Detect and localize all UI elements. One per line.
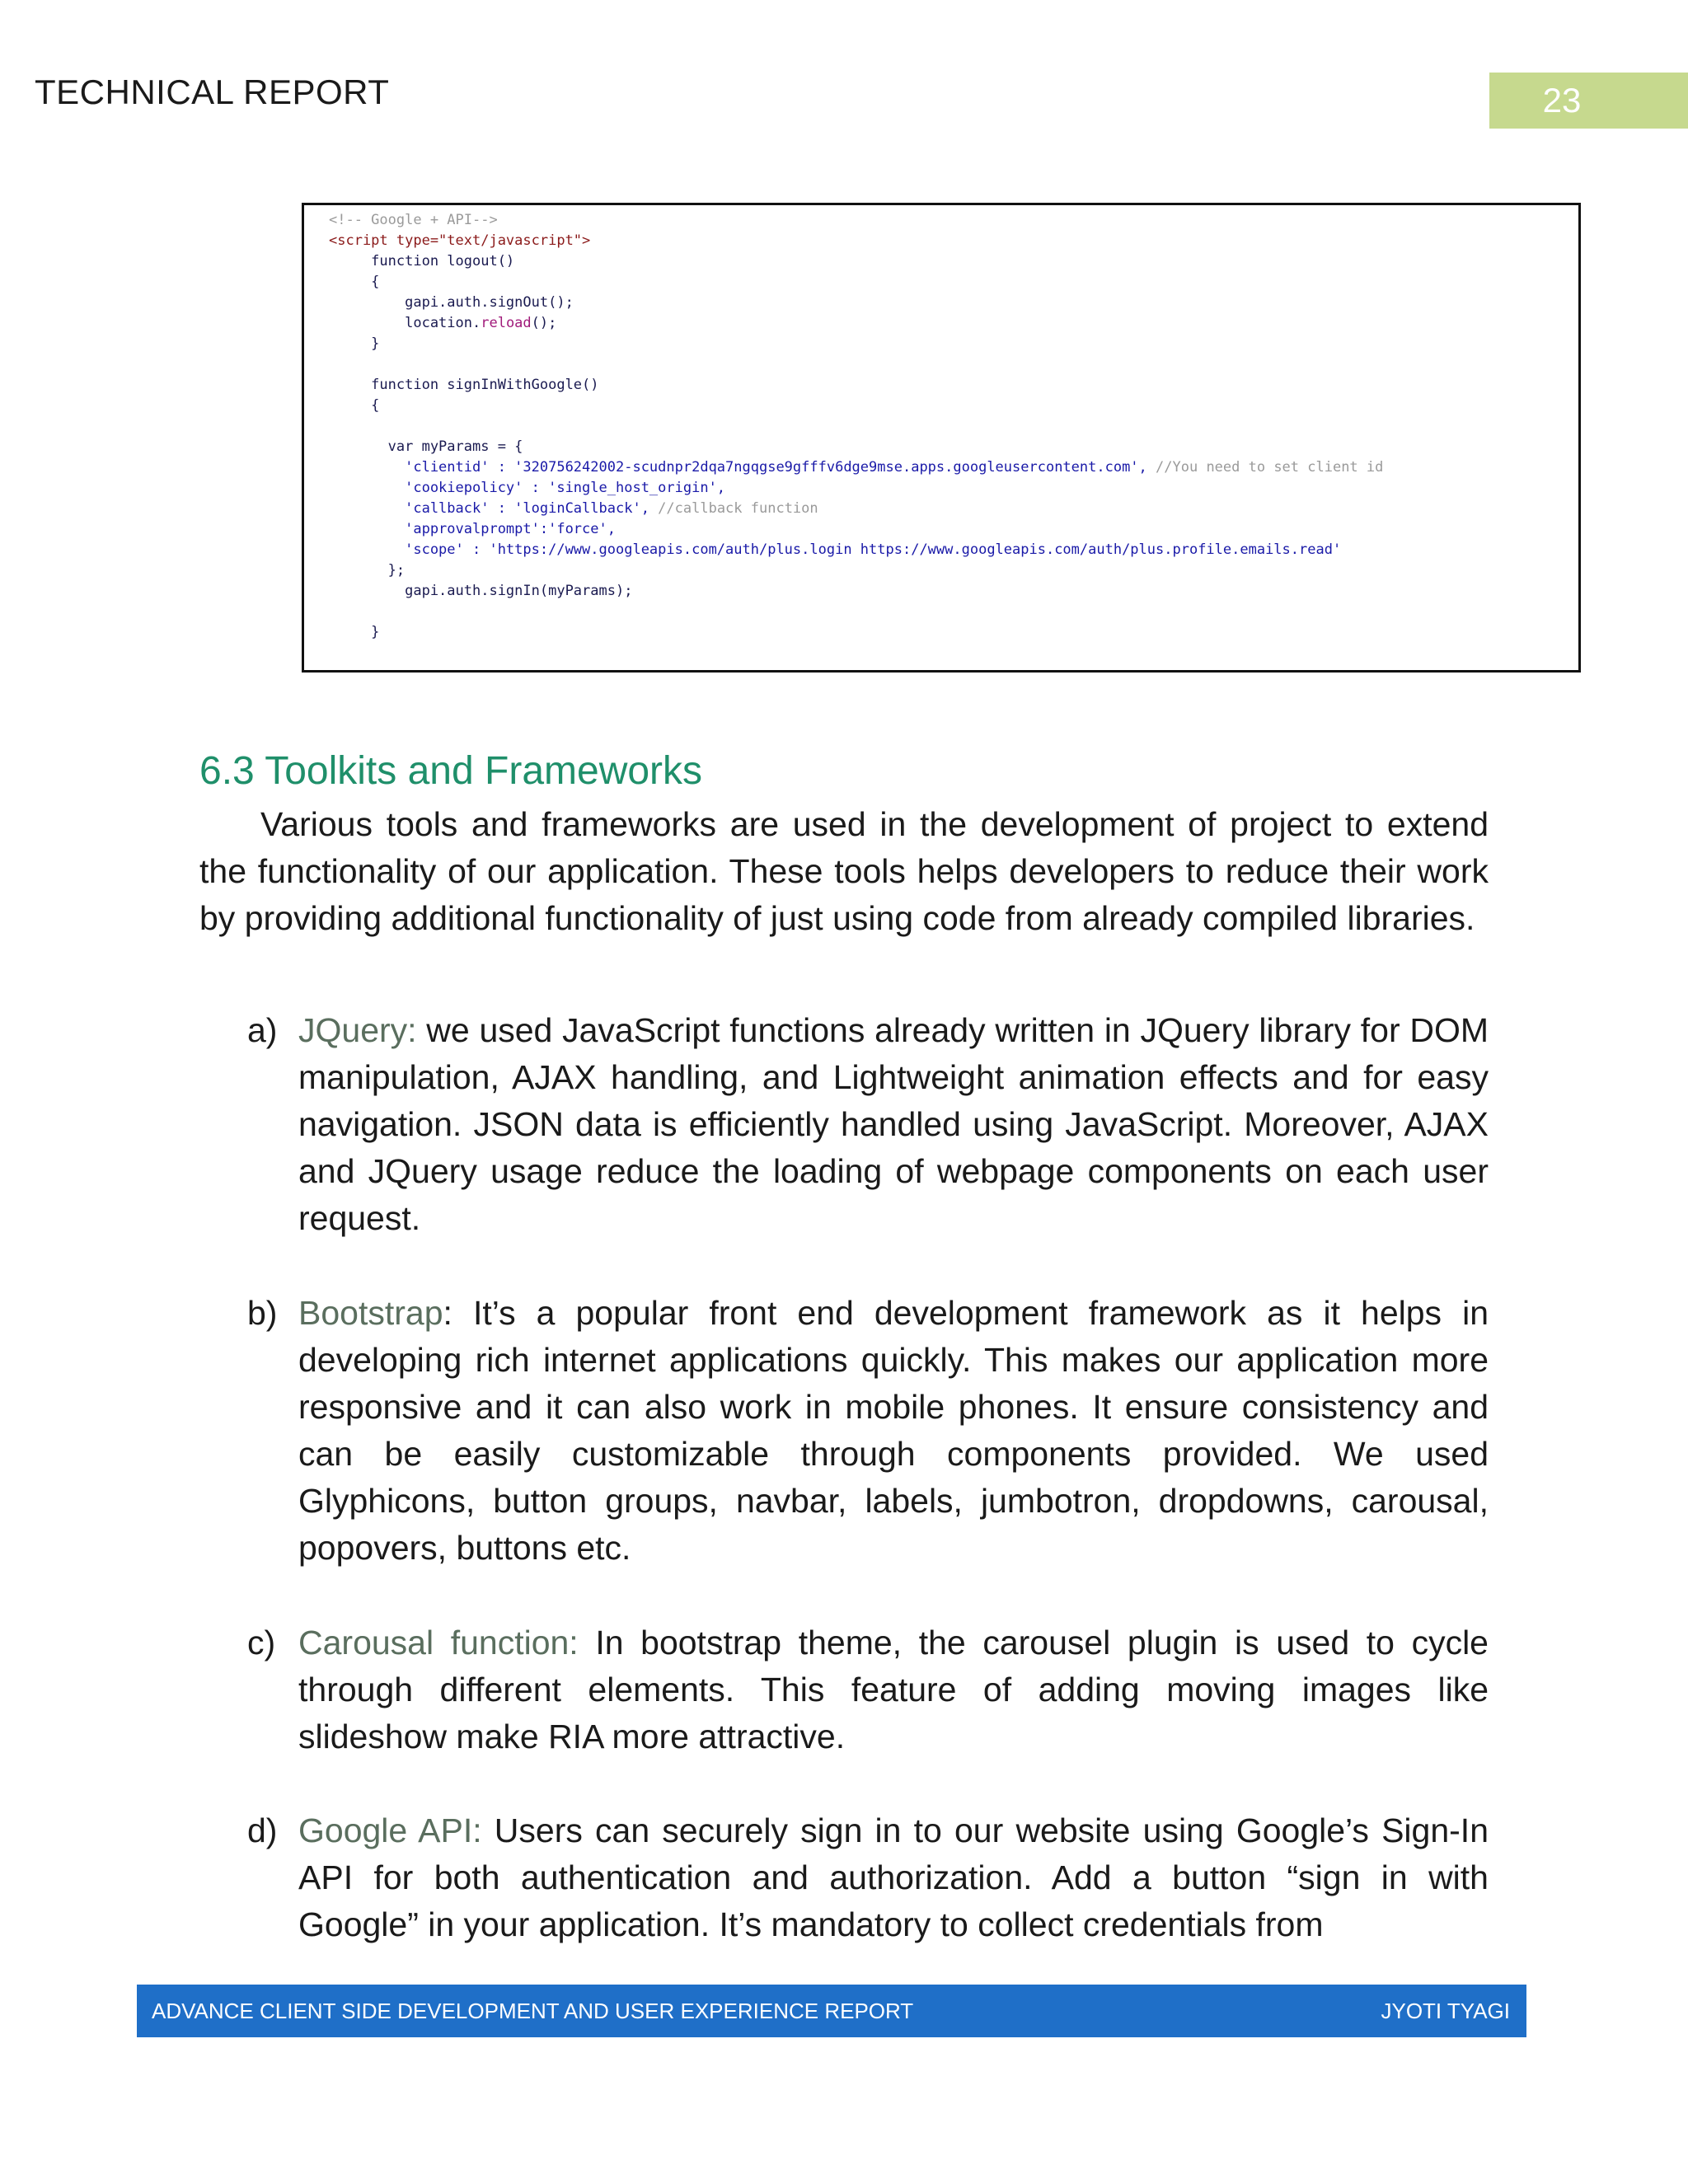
code-token: { [329,274,380,290]
report-header-title: TECHNICAL REPORT [35,73,390,111]
code-token: location. [329,315,481,331]
code-line [329,560,1383,581]
footer-author: JYOTI TYAGI [1381,1999,1510,2023]
code-line [329,416,1383,437]
code-line [329,499,1383,519]
code-token: function logout() [329,253,515,269]
code-token: 'callback' : 'loginCallback', [329,500,649,517]
code-line [329,375,1383,396]
code-token: 'cookiepolicy' : 'single_host_origin', [329,480,726,496]
list-item-term: Carousal function: [298,1624,579,1661]
code-token: function signInWithGoogle() [329,377,599,393]
list-item-text: : It’s a popular front end development framework as it helps in developing rich internet applications quickly. This makes our application more responsive and it can also work in mobile phones. It ensure consistency and can be easily customizable through components provided. We used Glyphicons, button groups, navbar, labels, jumbotron, dropdowns, carousal, popovers, buttons etc. [298,1294,1489,1567]
code-line [329,581,1383,602]
code-line [329,272,1383,293]
list-item-letter: a) [247,1011,278,1049]
intro-paragraph [199,801,1489,942]
code-token: <script type="text/javascript"> [329,232,591,249]
code-token: //You need to set client id [1146,459,1384,476]
code-line [329,231,1383,251]
list-item-text: we used JavaScript functions already written in JQuery library for DOM manipulation, AJAX handling, and Lightweight animation effects and for easy navigation. JSON data is efficiently handled using JavaScript. Moreover, AJAX and JQuery usage reduce the loading of webpage components on each user request. [298,1011,1489,1237]
footer-report-title: ADVANCE CLIENT SIDE DEVELOPMENT AND USER EXPERIENCE REPORT [152,1999,914,2023]
code-block [329,210,1383,643]
list-item-term: Bootstrap [298,1294,443,1332]
code-token: //callback function [649,500,818,517]
code-screenshot [302,203,1581,673]
code-line [329,622,1383,643]
intro-text: Various tools and frameworks are used in the development of project to extend the functionality of our application. These tools helps developers to reduce their work by providing additional functionality of just using code from already compiled libraries. [199,805,1489,937]
list-item-term: Google API: [298,1811,482,1849]
code-token: 'approvalprompt':'force', [329,521,616,537]
code-token: { [329,397,380,414]
code-token: gapi.auth.signOut(); [329,294,574,311]
list-item-letter: c) [247,1624,276,1661]
code-line [329,293,1383,313]
code-token: <!-- Google + API--> [329,212,498,228]
list-item-letter: d) [247,1811,278,1849]
list-item [247,1007,1489,1242]
code-line [329,478,1383,499]
code-line [329,210,1383,231]
code-line [329,334,1383,354]
list-item [247,1807,1489,1948]
code-token: }; [329,562,406,579]
code-token: } [329,335,380,352]
footer-bar [137,1985,1526,2037]
code-token: 'clientid' : '320756242002-scudnpr2dqa7ngqgse9gfffv6dge9mse.apps.googleusercontent.com', [329,459,1147,476]
list-item [247,1290,1489,1572]
code-token: var myParams = { [329,438,523,455]
code-token: 'scope' : 'https://www.googleapis.com/auth/plus.login https://www.googleapis.com/auth/plus.profile.emails.read' [329,541,1342,558]
list-item-text: Users can securely sign in to our website using Google’s Sign-In API for both authentication and authorization. Add a button “sign in with Google” in your application. It’s mandatory to collect credentials from [298,1811,1489,1943]
code-token: } [329,624,380,640]
section-title: 6.3 Toolkits and Frameworks [199,749,703,793]
code-line [329,457,1383,478]
code-line [329,519,1383,540]
page-number-box [1489,73,1688,129]
code-token: gapi.auth.signIn(myParams); [329,583,633,599]
list-item-letter: b) [247,1294,278,1332]
code-line [329,251,1383,272]
code-line [329,354,1383,375]
code-token: reload [481,315,532,331]
code-line [329,437,1383,457]
list-item-term: JQuery: [298,1011,417,1049]
code-line [329,540,1383,560]
list-item-text: In bootstrap theme, the carousel plugin is used to cycle through different elements. This feature of adding moving images like slideshow make RIA more attractive. [298,1624,1489,1755]
code-line [329,313,1383,334]
code-token: (); [531,315,557,331]
code-line [329,602,1383,622]
page-number: 23 [1542,81,1582,120]
list-item [247,1619,1489,1760]
code-line [329,396,1383,416]
